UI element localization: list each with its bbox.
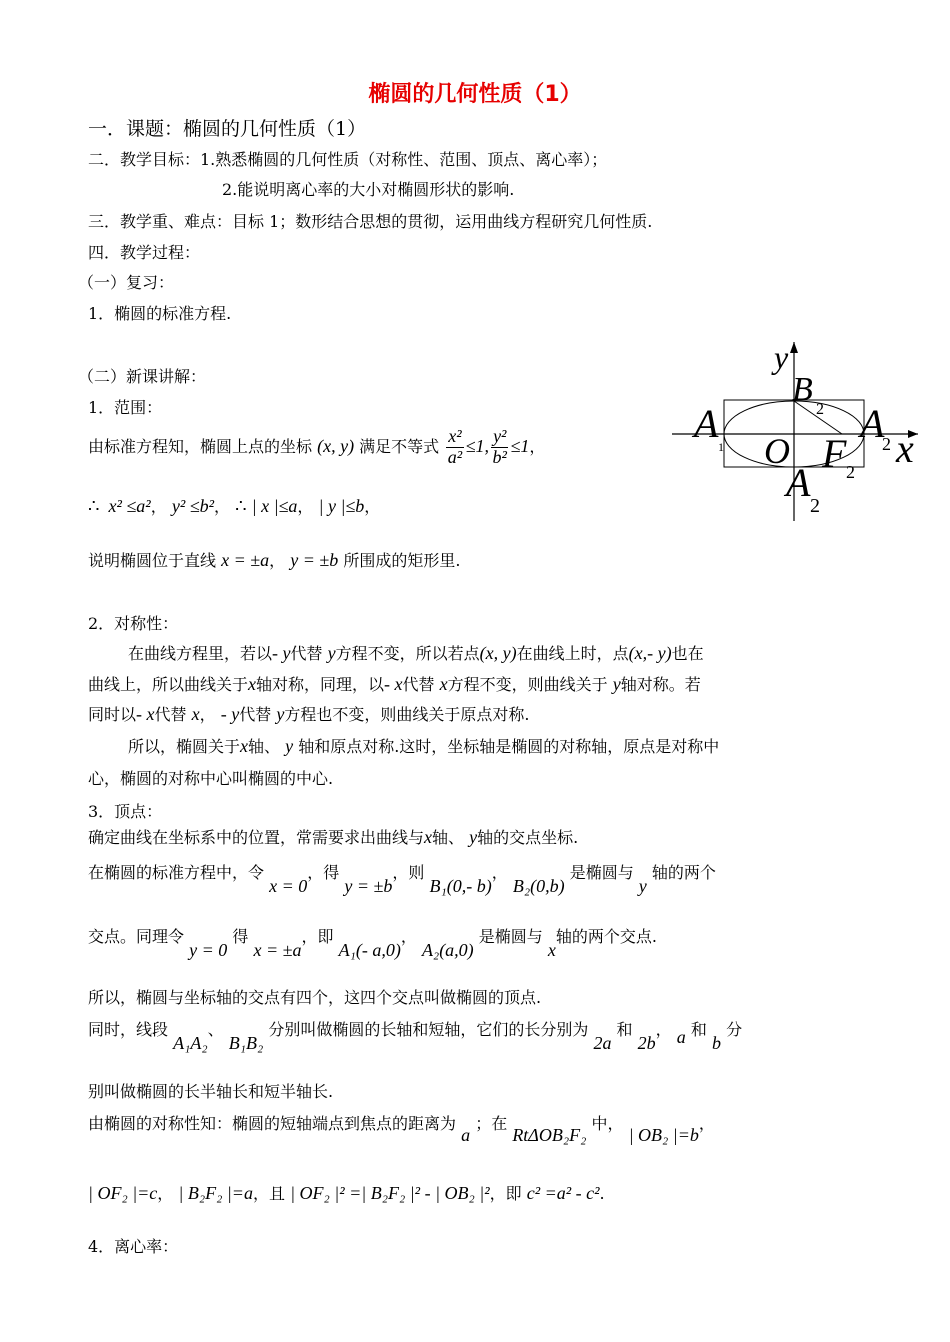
vertex-line-7: 由椭圆的对称性知：椭圆的短轴端点到焦点的距离为 a ；在 RtΔOB₂F₂ 中， | OB₂ |=b，: [88, 1114, 715, 1145]
text: 代替: [290, 644, 323, 663]
math: ≤1: [510, 435, 530, 456]
text: 和: [616, 1020, 633, 1039]
text: 轴的两个: [651, 863, 716, 882]
y-axis-arrow: [790, 342, 798, 353]
text: 方程不变，则曲线关于: [447, 675, 608, 694]
math: A₁(- a,0): [338, 940, 401, 960]
goal-line-1: 二．教学目标：1.熟悉椭圆的几何性质（对称性、范围、顶点、离心率）；: [88, 150, 608, 169]
math: x² ≤a²: [108, 496, 151, 516]
math: x: [248, 674, 257, 694]
math: x: [240, 736, 249, 756]
text: 方程不变，所以若点: [335, 644, 480, 663]
range-line-3: 说明椭圆位于直线 x = ±a， y = ±b 所围成的矩形里.: [88, 550, 461, 570]
text: ，: [199, 705, 216, 724]
label-x: x: [896, 426, 914, 471]
text: 代替: [402, 675, 435, 694]
math: A₂(a,0): [421, 940, 474, 960]
math: y: [638, 876, 647, 896]
denominator: a²: [447, 446, 463, 467]
text: ，则: [392, 863, 425, 882]
text: 轴的交点坐标.: [477, 828, 579, 847]
text: 同时以: [88, 705, 137, 724]
fraction-x2-a2: [446, 427, 463, 468]
ellipse-figure: [672, 336, 922, 526]
text: 轴、: [248, 737, 281, 756]
section-symmetry-heading: 2．对称性：: [88, 614, 179, 633]
text: 是椭圆与: [569, 863, 634, 882]
text: 分: [726, 1020, 743, 1039]
vertex-line-4: 所以，椭圆与坐标轴的交点有四个，这四个交点叫做椭圆的顶点.: [88, 988, 542, 1007]
math: A₁A₂: [173, 1033, 208, 1053]
math: y: [327, 643, 336, 663]
math: y = ±b: [344, 876, 393, 896]
text: 、: [207, 1020, 224, 1039]
text: 轴和原点对称.这时，坐标轴是椭圆的对称轴，原点是对称中: [298, 737, 720, 756]
text: 说明椭圆位于直线: [88, 551, 217, 570]
math: 2b: [637, 1033, 656, 1053]
math: x = ±a: [253, 940, 302, 960]
math: B₁(0,- b): [429, 876, 492, 896]
vertex-line-5: 同时，线段 A₁A₂、 B₁B₂ 分别叫做椭圆的长轴和短轴，它们的长分别为 2a 和 2b， a 和 b 分: [88, 1020, 743, 1053]
symmetry-line-2: [88, 674, 701, 696]
range-line-2: ∴ x² ≤a²， y² ≤b²， ∴ | x |≤a， | y |≤b，: [88, 496, 381, 516]
symmetry-line-5: 心，椭圆的对称中心叫椭圆的中心.: [88, 769, 334, 788]
section-range-heading: 1．范围：: [88, 398, 163, 417]
math: c² =a² - c²: [526, 1183, 600, 1203]
vertex-line-3: 交点。同理令 y = 0 得 x = ±a，即 A₁(- a,0)， A₂(a,0) 是椭圆与 x轴的两个交点.: [88, 927, 657, 960]
text: 在曲线方程里，若以: [128, 644, 273, 663]
math: b: [711, 1033, 721, 1053]
text: 轴的两个交点.: [555, 927, 657, 946]
math: B₁B₂: [228, 1033, 264, 1053]
label-b2: B: [792, 371, 813, 408]
text: 分别叫做椭圆的长轴和短轴，它们的长分别为: [268, 1020, 589, 1039]
text: ；在: [475, 1114, 508, 1133]
text: 交点。同理令: [88, 927, 185, 946]
denominator: b²: [492, 446, 507, 467]
math: 2a: [593, 1033, 612, 1053]
text: 方程也不变，则曲线关于原点对称.: [284, 705, 530, 724]
text: ，得: [307, 863, 340, 882]
key-points-line: 三．教学重、难点：目标 1；数形结合思想的贯彻，运用曲线方程研究几何性质.: [88, 212, 653, 231]
math: B₂(0,b): [512, 876, 565, 896]
label-f2: F: [822, 431, 847, 476]
math: x = 0: [269, 876, 308, 896]
math: x: [191, 704, 200, 724]
text: ，即: [301, 927, 334, 946]
text: 代替: [154, 705, 187, 724]
text: 在椭圆的标准方程中，令: [88, 863, 265, 882]
numerator: x²: [448, 426, 462, 446]
math: | y |≤b: [318, 496, 365, 516]
label-b2-sub: 2: [816, 401, 824, 418]
therefore-symbol: ∴: [235, 496, 247, 516]
label-f2-sub: 2: [846, 462, 855, 482]
math: a: [676, 1027, 686, 1047]
numerator: y²: [493, 426, 507, 446]
vertex-line-8: | OF₂ |=c， | B₂F₂ |=a，且 | OF₂ |² =| B₂F₂ |² - | OB₂ |²，即 c² =a² - c².: [88, 1183, 605, 1203]
math: - x: [384, 674, 403, 694]
vertex-line-2: 在椭圆的标准方程中，令 x = 0，得 y = ±b，则 B₁(0,- b)， B₂(0,b) 是椭圆与 y 轴的两个: [88, 863, 716, 896]
math: RtΔOB₂F₂: [512, 1125, 587, 1145]
math: x: [424, 827, 433, 847]
text: 得: [232, 927, 249, 946]
math: y: [285, 736, 294, 756]
math: | OF₂ |² =| B₂F₂ |² - | OB₂ |²: [290, 1183, 490, 1203]
review-heading: （一）复习：: [78, 273, 175, 292]
label-a2-sub: 2: [882, 434, 891, 454]
new-lesson-heading: （二）新课讲解：: [78, 367, 207, 386]
math: y: [276, 704, 285, 724]
label-a1-sub: 1: [718, 440, 724, 454]
math: x: [439, 674, 448, 694]
text: ，即: [489, 1184, 522, 1203]
section-vertex-heading: 3．顶点：: [88, 802, 163, 821]
page-title: 椭圆的几何性质（1）: [368, 82, 582, 107]
therefore-symbol: ∴: [88, 496, 100, 516]
label-a2: A: [860, 401, 885, 446]
math: y = ±b: [290, 550, 339, 570]
section-eccentricity-heading: 4．离心率：: [88, 1237, 179, 1256]
range-line-1: 由标准方程知，椭圆上点的坐标 (x, y) 满足不等式 $\frac{\text{x²}}{\text{a²}}$ ≤1, $\frac{\text{y²}}{\text{b²}}$ ≤1，: [88, 426, 546, 467]
text: 轴、: [432, 828, 465, 847]
math: | OF₂ |=c: [88, 1183, 158, 1203]
text: 所以，椭圆关于: [128, 737, 241, 756]
text: ，且: [252, 1184, 285, 1203]
math: y: [469, 827, 478, 847]
vertex-line-6: 别叫做椭圆的长半轴长和短半轴长.: [88, 1082, 334, 1101]
label-a2-bottom: A: [786, 460, 811, 505]
math: | x |≤a: [251, 496, 298, 516]
math: x: [547, 940, 556, 960]
process-heading: 四．教学过程：: [88, 243, 201, 262]
math: (x,- y): [628, 643, 672, 663]
review-item-1: 1．椭圆的标准方程.: [88, 304, 232, 323]
math: a: [461, 1125, 471, 1145]
text: 轴对称。若: [620, 675, 701, 694]
text: 由标准方程知，椭圆上点的坐标: [88, 436, 313, 456]
math: - y: [272, 643, 291, 663]
math: | OB₂ |=b: [628, 1125, 699, 1145]
text: 同时，线段: [88, 1020, 169, 1039]
symmetry-line-3: [88, 704, 529, 726]
text: 代替: [239, 705, 272, 724]
topic-line: 一．课题：椭圆的几何性质（1）: [88, 118, 367, 140]
text: 所围成的矩形里.: [343, 551, 461, 570]
label-o: O: [764, 431, 790, 471]
label-y: y: [774, 339, 789, 375]
label-a1: A: [694, 401, 719, 446]
vertex-line-1: [88, 827, 578, 849]
math: | B₂F₂ |=a: [178, 1183, 253, 1203]
math: y: [612, 674, 621, 694]
text: 是椭圆与: [478, 927, 543, 946]
goal-line-2: 2.能说明离心率的大小对椭圆形状的影响.: [222, 180, 515, 199]
text: 轴对称，同理，以: [256, 675, 385, 694]
text: 也在: [671, 644, 704, 663]
math: - x: [136, 704, 155, 724]
symmetry-line-1: [128, 643, 704, 665]
label-a2-bottom-sub: 2: [810, 495, 820, 517]
text: 确定曲线在坐标系中的位置，常需要求出曲线与: [88, 828, 425, 847]
text: 满足不等式: [359, 436, 440, 456]
math: ≤1,: [465, 435, 490, 456]
text: 曲线上，所以曲线关于: [88, 675, 249, 694]
math-point: (x, y): [317, 435, 355, 456]
text: 由椭圆的对称性知：椭圆的短轴端点到焦点的距离为: [88, 1114, 457, 1133]
symmetry-line-4: [128, 736, 719, 758]
math: - y: [220, 704, 240, 724]
text: 中，: [591, 1114, 624, 1133]
text: 在曲线上时，点: [516, 644, 629, 663]
math: (x, y): [479, 643, 517, 663]
math: y² ≤b²: [171, 496, 214, 516]
text: 和: [690, 1020, 707, 1039]
math: x = ±a: [221, 550, 270, 570]
fraction-y2-b2: [491, 427, 508, 468]
math: y = 0: [189, 940, 228, 960]
